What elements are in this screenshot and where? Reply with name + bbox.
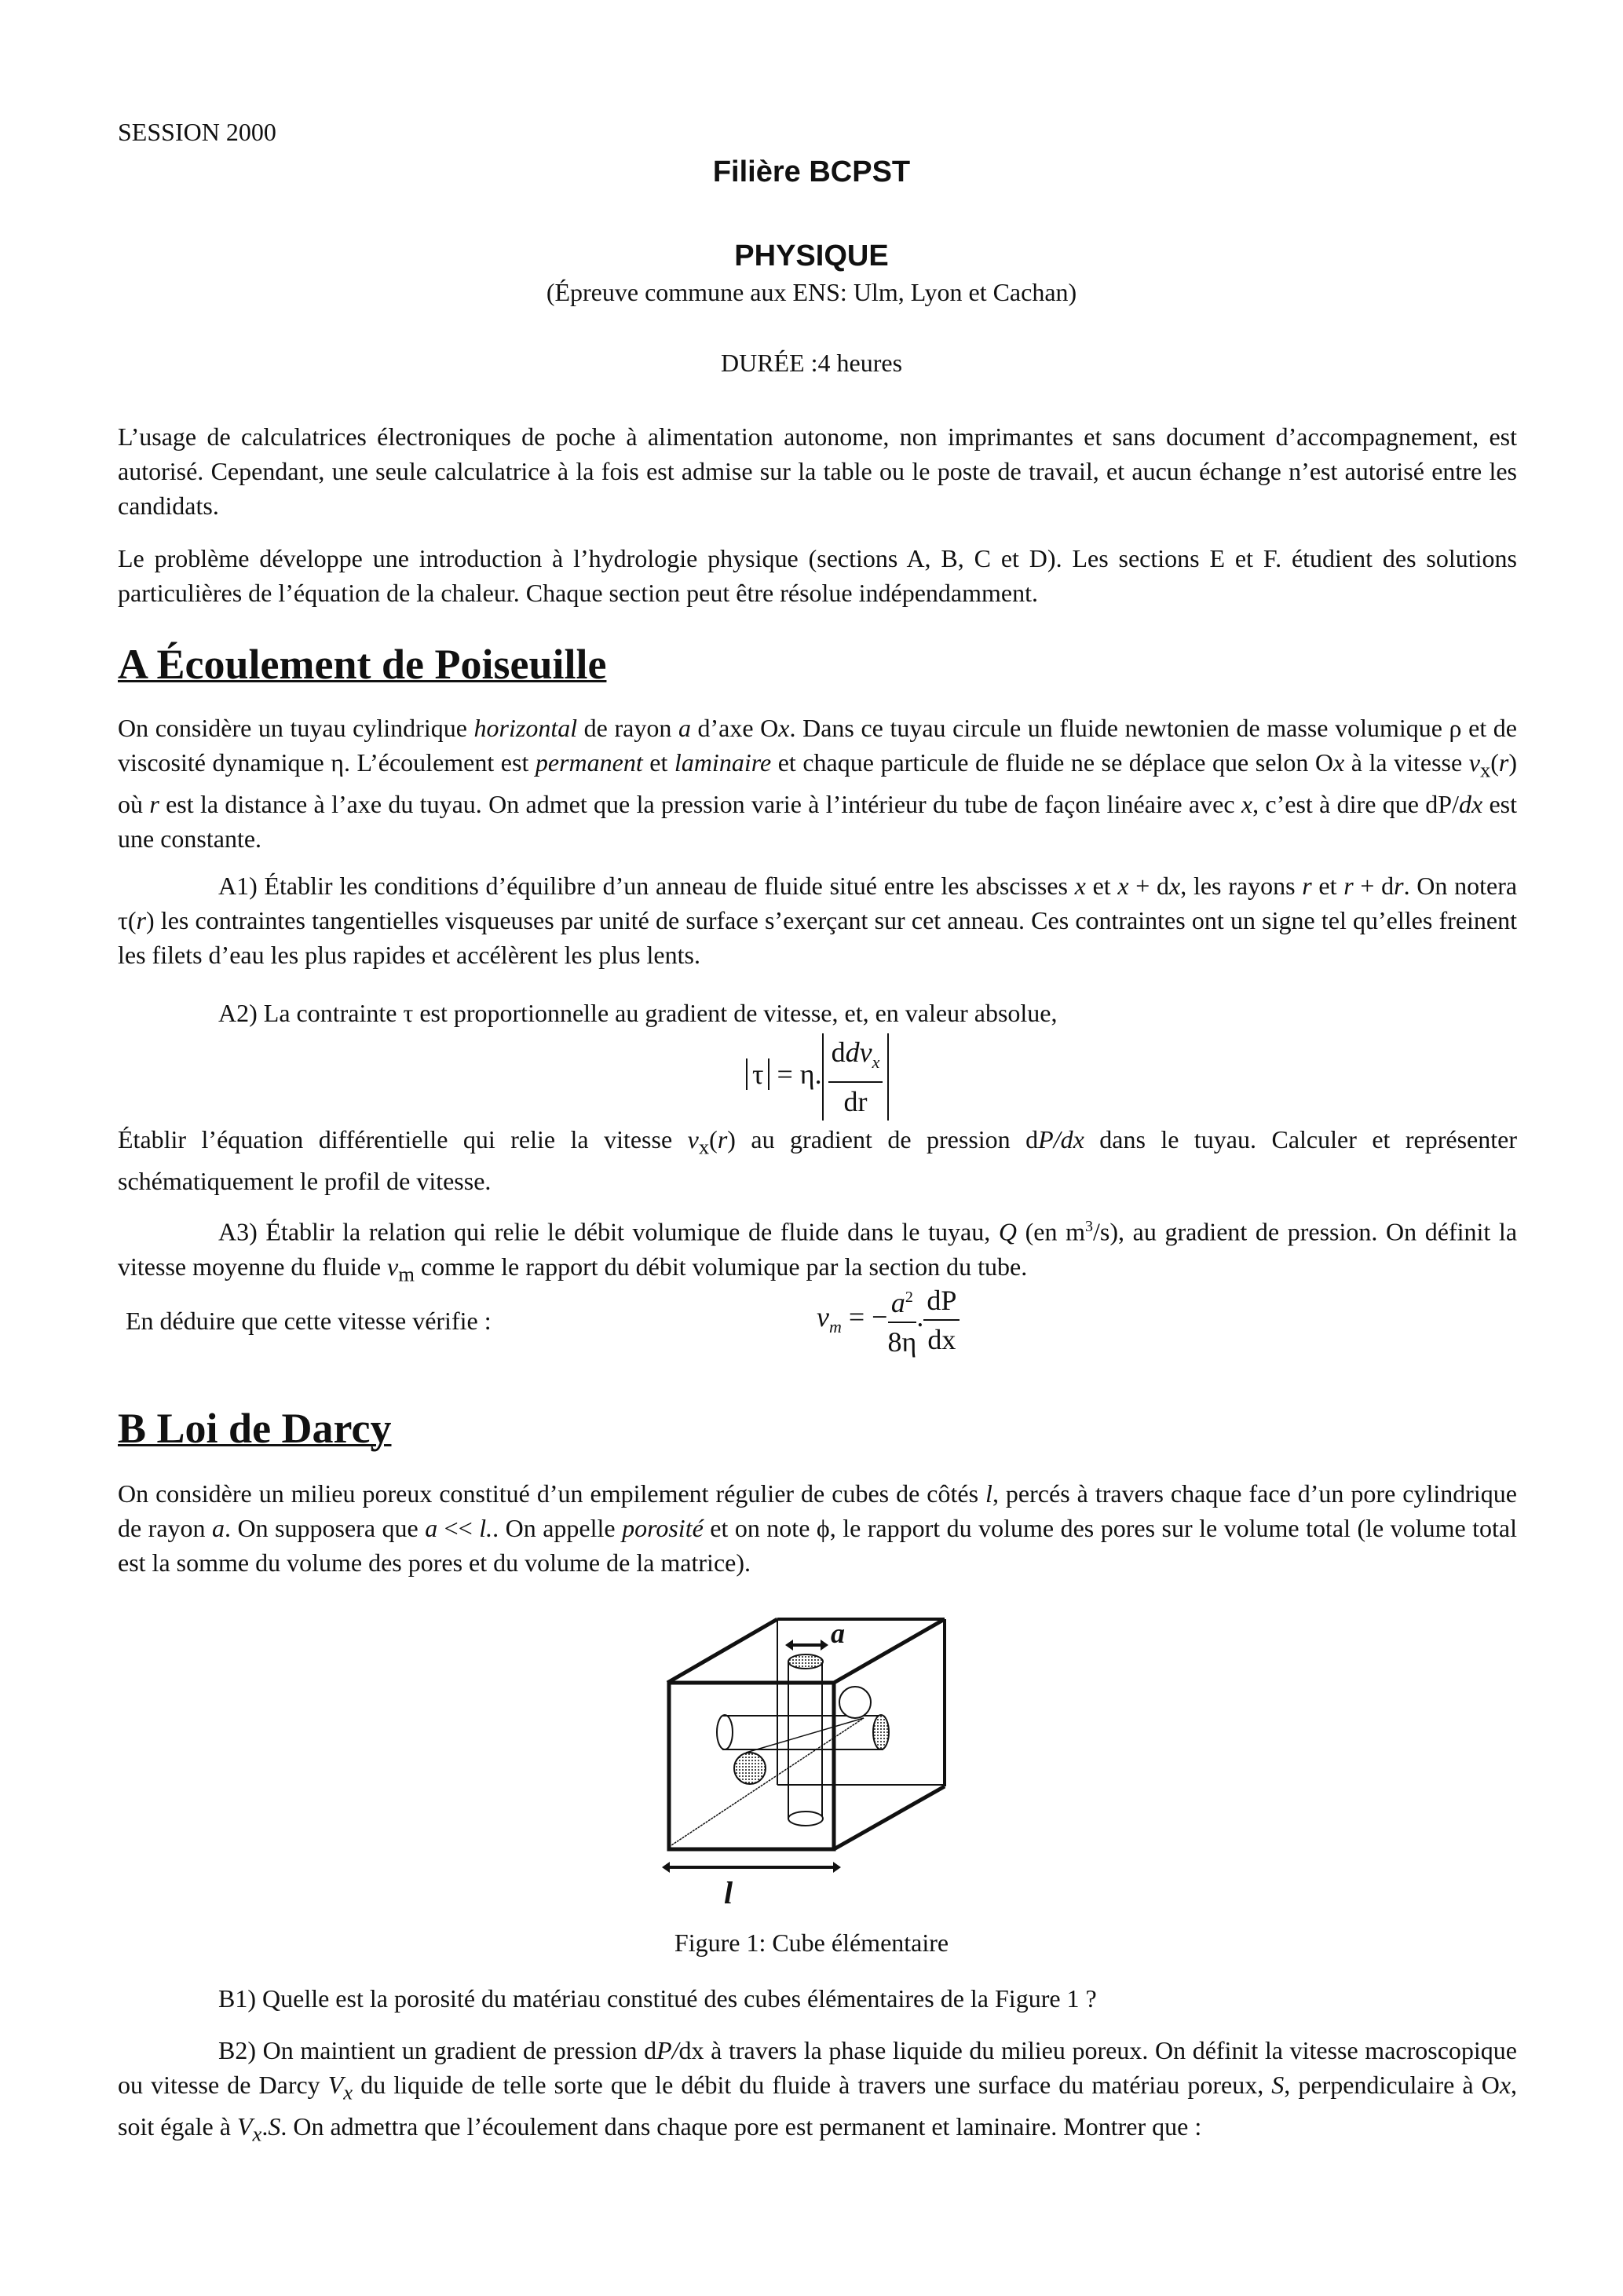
session: SESSION 2000 [118,118,276,146]
question-a1: A1) Établir les conditions d’équilibre d’un anneau de fluide situé entre les abscisses x et x + dx, les rayons r et r + dr. On notera τ(r) les contraintes tangentielles visqueuses par unité de surface s’exerçant sur cet anneau. Ces contraintes ont un signe tel qu’elles freinent les filets d’eau les plus rapides et accélèrent les plus lents. [118,872,1518,969]
calculators-paragraph: L’usage de calculatrices électroniques de poche à alimentation autonome, non imprimantes et sans document d’accompagnement, est autorisé. Cependant, une seule calculatrice à la fois est admise sur la table ou le poste de travail, et aucun échange n’est autorisé entre les candidats. [118,422,1517,520]
label-l: l [724,1875,733,1910]
epreuve: (Épreuve commune aux ENS: Ulm, Lyon et Cachan) [546,278,1077,306]
section-a-heading: A Écoulement de Poiseuille [118,641,607,688]
question-b1: B1) Quelle est la porosité du matériau constitué des cubes élémentaires de la Figure 1 ? [218,1984,1097,2013]
question-a3-deduce: En déduire que cette vitesse vérifie : [126,1307,492,1335]
label-a: a [831,1618,845,1649]
section-b-intro: On considère un milieu poreux constitué d’un empilement régulier de cubes de côtés l, percés à travers chaque face d’un pore cylindrique de rayon a. On supposera que a << l.. On appelle porosité et on note ϕ, le rapport du volume des pores sur le volume total (le volume total est la somme du volume des pores et du volume de la matrice). [118,1479,1518,1577]
formula-tau: τ = η. $\frac{ddv_x}{dr}$ [746,1033,889,1121]
cube-edge [667,1619,777,1683]
section-b-heading: B Loi de Darcy [118,1405,392,1452]
cube-figure [628,1602,1005,1916]
formula-vm: $v_m$ = − $\frac{a^2}{8\eta}$ . $\frac{dP}{dx}$ [817,1278,960,1361]
pore-end [873,1715,889,1749]
subject-title: PHYSIQUE [734,239,889,272]
filiere-title: Filière BCPST [712,155,911,188]
problem-paragraph: Le problème développe une introduction à l’hydrologie physique (sections A, B, C et D). Les sections E et F. étudient des solutions particulières de l’équation de la chaleur. Chaque section peut être résolue indépendamment. [118,544,1517,607]
figure-caption: Figure 1: Cube élémentaire [674,1929,949,1957]
question-a2-continued: Établir l’équation différentielle qui relie la vitesse $v_x(r)$ au gradient de pression dP/dx dans le tuyau. Calculer et représenter schématiquement le profil de vitesse. [118,1125,1518,1196]
question-a2: A2) La contrainte τ est proportionnelle au gradient de vitesse, et, en valeur absolue, [218,999,1058,1027]
question-a3: A3) Établir la relation qui relie le débit volumique de fluide dans le tuyau, Q (en $m^3/s$), au gradient de pression. On définit la vitesse moyenne du fluide $v_m$ comme le rapport du débit volumique par la section du tube. [118,1217,1518,1286]
duree: DURÉE :4 heures [720,349,903,377]
pore-end [734,1753,766,1784]
section-a-intro: On considère un tuyau cylindrique horizontal de rayon a d’axe Ox. Dans ce tuyau circule un fluide newtonien de masse volumique ρ et de viscosité dynamique η. L’écoulement est permanent et laminaire et chaque particule de fluide ne se déplace que selon Ox à la vitesse $v_x(r)$ où r est la distance à l’axe du tuyau. On admet que la pression varie à l’intérieur du tube de façon linéaire avec x, c’est à dire que dP/dx est une constante. [118,714,1518,854]
question-b2: B2) On maintient un gradient de pression dP/dx à travers la phase liquide du milieu poreux. On définit la vitesse macroscopique ou vitesse de Darcy $V_x$ du liquide de telle sorte que le débit du fluide à travers une surface du matériau poreux, S, perpendiculaire à Ox, soit égale à $V_x.S$. On admettra que l’écoulement dans chaque pore est permanent et laminaire. Montrer que : [118,2036,1518,2146]
